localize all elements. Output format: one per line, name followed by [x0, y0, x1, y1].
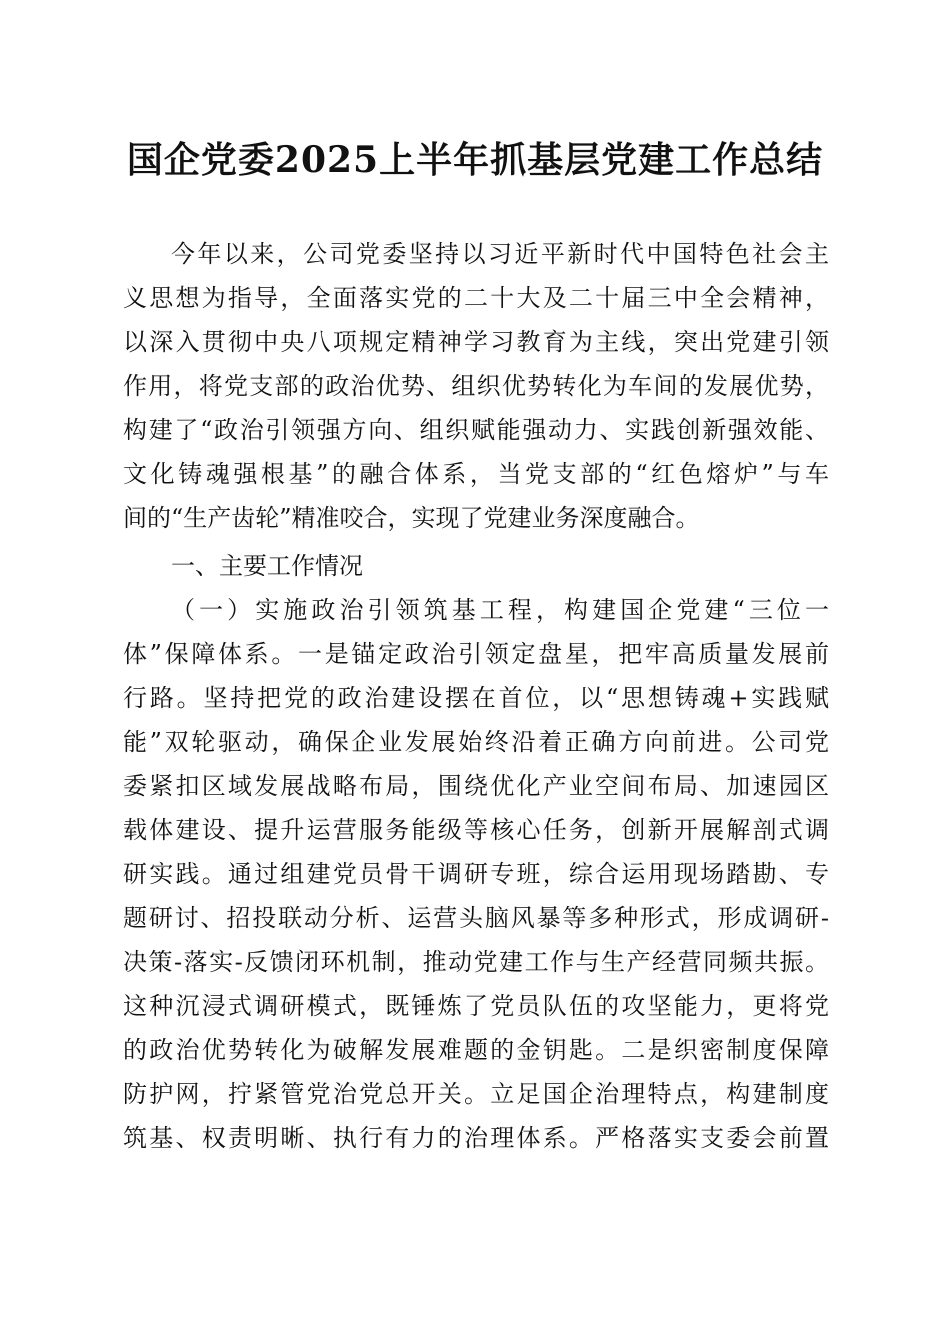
- paragraph-line: 载体建设、提升运营服务能级等核心任务，创新开展解剖式调: [123, 816, 829, 844]
- paragraph-line: 体”保障体系。一是锚定政治引领定盘星，把牢高质量发展前: [123, 640, 829, 668]
- paragraph-line: 文化铸魂强根基”的融合体系，当党支部的“红色熔炉”与车: [123, 460, 829, 488]
- document-title: 国企党委2025上半年抓基层党建工作总结: [126, 139, 824, 181]
- paragraph-line: 题研讨、招投联动分析、运营头脑风暴等多种形式，形成调研-: [123, 904, 829, 932]
- paragraph-line: 研实践。通过组建党员骨干调研专班，综合运用现场踏勘、专: [123, 860, 829, 888]
- paragraph-line: 筑基、权责明晰、执行有力的治理体系。严格落实支委会前置: [123, 1124, 829, 1152]
- paragraph-line: 义思想为指导，全面落实党的二十大及二十届三中全会精神，: [123, 284, 829, 312]
- paragraph-line: 间的“生产齿轮”精准咬合，实现了党建业务深度融合。: [123, 504, 700, 532]
- paragraph-line: 今年以来，公司党委坚持以习近平新时代中国特色社会主: [171, 240, 829, 268]
- paragraph-line: 能”双轮驱动，确保企业发展始终沿着正确方向前进。公司党: [123, 728, 829, 756]
- paragraph-line: 作用，将党支部的政治优势、组织优势转化为车间的发展优势，: [123, 372, 829, 400]
- paragraph-line: 防护网，拧紧管党治党总开关。立足国企治理特点，构建制度: [123, 1080, 829, 1108]
- paragraph-line: 这种沉浸式调研模式，既锤炼了党员队伍的攻坚能力，更将党: [123, 992, 829, 1020]
- paragraph-line: 的政治优势转化为破解发展难题的金钥匙。二是织密制度保障: [123, 1036, 829, 1064]
- paragraph-line: 构建了“政治引领强方向、组织赋能强动力、实践创新强效能、: [123, 416, 829, 444]
- paragraph-line: 委紧扣区域发展战略布局，围绕优化产业空间布局、加速园区: [123, 772, 829, 800]
- paragraph-line: 行路。坚持把党的政治建设摆在首位，以“思想铸魂+实践赋: [123, 684, 829, 712]
- paragraph-line: 以深入贯彻中央八项规定精神学习教育为主线，突出党建引领: [123, 328, 829, 356]
- section-heading: 一、主要工作情况: [171, 552, 363, 580]
- paragraph-line: （一）实施政治引领筑基工程，构建国企党建“三位一: [171, 596, 829, 624]
- paragraph-line: 决策-落实-反馈闭环机制，推动党建工作与生产经营同频共振。: [123, 948, 829, 976]
